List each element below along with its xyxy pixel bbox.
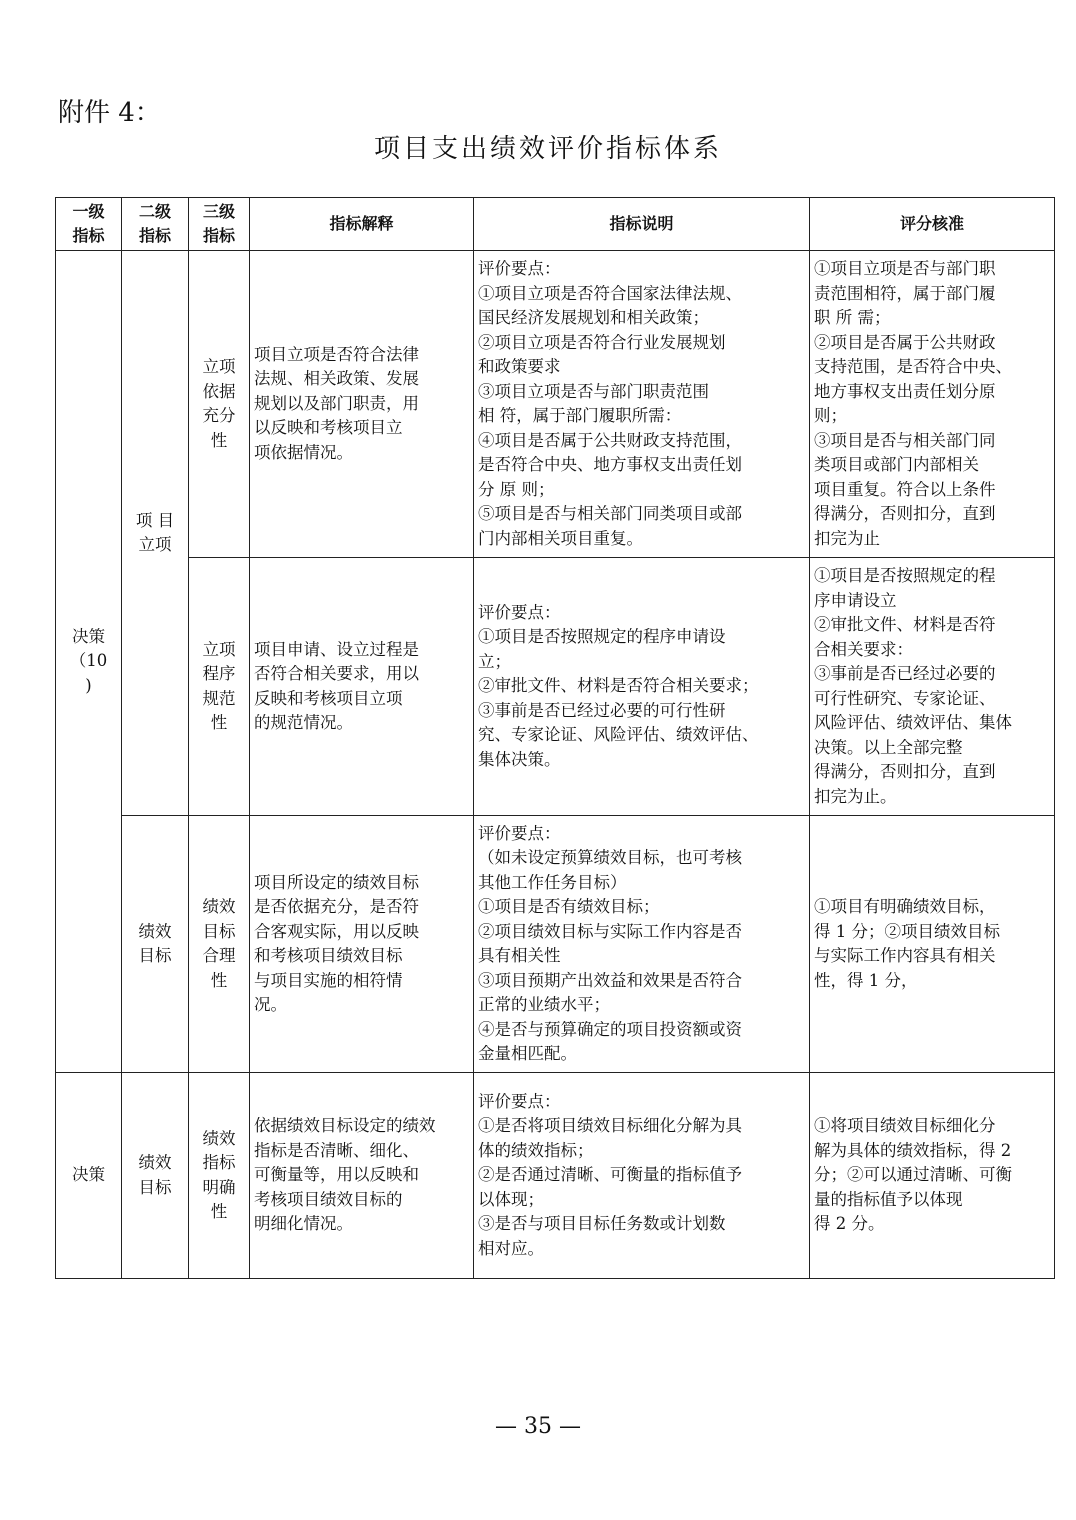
scoring-cell-line: 地方事权支出责任划分原 xyxy=(814,381,996,401)
scoring-cell-line: 支持范围，是否符合中央、 xyxy=(814,357,1012,376)
level3-cell-line: 绩效 xyxy=(202,897,236,916)
scoring-cell xyxy=(809,815,1055,1073)
level3-cell-line: 性 xyxy=(210,970,228,990)
scoring-cell-line: ①项目是否按照规定的程 xyxy=(814,566,996,585)
explain-cell-line: 和考核项目绩效目标 xyxy=(254,946,403,965)
description-cell-line: 国民经济发展规划和相关政策； xyxy=(478,308,709,327)
explain-cell-line: 的规范情况。 xyxy=(254,713,353,732)
level3-cell xyxy=(188,815,250,1073)
scoring-cell xyxy=(809,1072,1055,1279)
explain-cell-line: 指标是否清晰、细化、 xyxy=(254,1140,419,1160)
description-cell-line: 分 原 则； xyxy=(478,479,555,499)
level3-cell-line: 绩效 xyxy=(202,1128,236,1148)
level2-cell-line: 项 目 xyxy=(135,510,175,530)
description-cell-line: ②项目绩效目标与实际工作内容是否 xyxy=(478,921,742,941)
level3-cell-line: 明确 xyxy=(202,1177,236,1197)
level2-cell-line: 绩效 xyxy=(138,1153,172,1172)
description-cell-line: ③是否与项目目标任务数或计划数 xyxy=(478,1214,726,1234)
level2-cell-line: 绩效 xyxy=(138,921,172,941)
description-cell xyxy=(473,557,810,816)
scoring-cell-line: 性，得 1 分， xyxy=(814,970,918,990)
scoring-cell-line: 得 1 分；②项目绩效目标 xyxy=(814,921,1000,941)
scoring-cell xyxy=(809,557,1055,816)
explain-cell-line: 合客观实际，用以反映 xyxy=(254,921,419,941)
description-cell-line: 集体决策。 xyxy=(478,749,561,769)
description-cell-line: （如未设定预算绩效目标，也可考核 xyxy=(478,848,742,867)
header-level3-line: 指标 xyxy=(202,226,235,245)
description-cell-line: 其他工作任务目标） xyxy=(478,872,627,892)
level2-cell-line: 目标 xyxy=(138,1177,172,1197)
scoring-cell xyxy=(809,250,1055,558)
scoring-cell-line: 得满分，否则扣分，直到 xyxy=(814,762,996,781)
level3-cell-line: 指标 xyxy=(202,1153,236,1172)
description-cell-line: 是否符合中央、地方事权支出责任划 xyxy=(478,455,742,474)
description-cell-line: ②是否通过清晰、可衡量的指标值予 xyxy=(478,1165,742,1185)
level2-cell xyxy=(121,815,189,1073)
explain-cell-line: 项目所设定的绩效目标 xyxy=(254,872,419,892)
header-scoring xyxy=(809,197,1055,251)
scoring-cell-line: 职 所 需； xyxy=(814,308,891,327)
explain-cell xyxy=(249,557,474,816)
level3-cell-line: 性 xyxy=(210,1202,228,1221)
description-cell-line: ①是否将项目绩效目标细化分解为具 xyxy=(478,1116,742,1136)
description-cell-line: ④项目是否属于公共财政支持范围， xyxy=(478,430,742,450)
description-cell-line: 相对应。 xyxy=(478,1238,544,1258)
scoring-cell-line: 合相关要求： xyxy=(814,639,913,659)
description-cell-line: ②审批文件、材料是否符合相关要求； xyxy=(478,676,759,696)
scoring-cell-line: 扣完为止。 xyxy=(814,786,897,806)
explain-cell-line: 项目立项是否符合法律 xyxy=(254,344,419,364)
level1-cell xyxy=(55,1072,122,1279)
level3-cell-line: 规范 xyxy=(202,688,236,708)
scoring-cell-line: 得满分，否则扣分，直到 xyxy=(814,504,996,523)
explain-cell-line: 与项目实施的相符情 xyxy=(254,970,403,990)
level3-cell xyxy=(188,557,250,816)
level3-cell-line: 目标 xyxy=(202,921,236,941)
description-cell-line: ④是否与预算确定的项目投资额或资 xyxy=(478,1019,742,1039)
explain-cell-line: 法规、相关政策、发展 xyxy=(254,369,419,389)
description-cell-line: 和政策要求 xyxy=(478,357,561,376)
scoring-cell-line: 决策。以上全部完整 xyxy=(814,737,963,757)
scoring-cell-line: ②审批文件、材料是否符 xyxy=(814,615,996,634)
level3-cell-line: 充分 xyxy=(202,406,236,425)
scoring-cell-line: 风险评估、绩效评估、集体 xyxy=(814,713,1012,732)
description-cell-line: 具有相关性 xyxy=(478,946,561,965)
explain-cell-line: 况。 xyxy=(254,995,287,1014)
level3-cell-line: 依据 xyxy=(202,381,236,401)
description-cell-line: ①项目是否按照规定的程序申请设 xyxy=(478,627,726,647)
description-cell-line: 以体现； xyxy=(478,1189,544,1209)
scoring-cell-line: 扣完为止 xyxy=(814,528,880,548)
level2-cell-line: 立项 xyxy=(138,535,172,554)
explain-cell-line: 可衡量等，用以反映和 xyxy=(254,1165,419,1185)
scoring-cell-line: ②项目是否属于公共财政 xyxy=(814,332,996,352)
scoring-cell-line: 解为具体的绩效指标，得 2 xyxy=(814,1140,1012,1160)
header-level1-line: 指标 xyxy=(72,226,105,245)
level3-cell xyxy=(188,250,250,558)
header-description-line: 指标说明 xyxy=(609,214,674,233)
header-level1 xyxy=(55,197,122,251)
description-cell-line: 正常的业绩水平； xyxy=(478,995,610,1014)
explain-cell-line: 否符合相关要求，用以 xyxy=(254,664,419,683)
level3-cell-line: 立项 xyxy=(202,639,236,659)
explain-cell xyxy=(249,815,474,1073)
explain-cell-line: 依据绩效目标设定的绩效 xyxy=(254,1116,436,1136)
description-cell-line: ③项目预期产出效益和效果是否符合 xyxy=(478,970,742,990)
explain-cell-line: 项目申请、设立过程是 xyxy=(254,639,419,659)
description-cell-line: ①项目是否有绩效目标； xyxy=(478,897,660,916)
level2-cell xyxy=(121,1072,189,1279)
description-cell-line: ③项目立项是否与部门职责范围 xyxy=(478,381,709,401)
header-explain-line: 指标解释 xyxy=(329,214,394,233)
page-number: — 35 — xyxy=(495,1414,581,1439)
header-level1-line: 一级 xyxy=(72,202,105,221)
description-cell xyxy=(473,250,810,558)
scoring-cell-line: ①项目立项是否与部门职 xyxy=(814,259,996,278)
description-cell-line: 究、专家论证、风险评估、绩效评估、 xyxy=(478,725,759,745)
header-explain xyxy=(249,197,474,251)
scoring-cell-line: 与实际工作内容具有相关 xyxy=(814,946,996,965)
description-cell-line: 门内部相关项目重复。 xyxy=(478,528,643,548)
scoring-cell-line: 则； xyxy=(814,406,847,425)
scoring-cell-line: 可行性研究、专家论证、 xyxy=(814,688,996,708)
level1-cell-line: （10 xyxy=(69,651,108,671)
description-cell-line: 评价要点： xyxy=(478,259,561,278)
description-cell-line: ①项目立项是否符合国家法律法规、 xyxy=(478,283,742,303)
level2-cell-line: 目标 xyxy=(138,946,172,965)
explain-cell xyxy=(249,1072,474,1279)
explain-cell-line: 考核项目绩效目标的 xyxy=(254,1189,403,1209)
level3-cell-line: 合理 xyxy=(202,946,236,965)
header-description xyxy=(473,197,810,251)
description-cell-line: 评价要点： xyxy=(478,1091,561,1111)
description-cell-line: 体的绩效指标； xyxy=(478,1140,594,1160)
explain-cell-line: 项依据情况。 xyxy=(254,442,353,462)
scoring-cell-line: 量的指标值予以体现 xyxy=(814,1189,963,1209)
description-cell-line: 评价要点： xyxy=(478,823,561,843)
explain-cell-line: 以反映和考核项目立 xyxy=(254,418,403,438)
header-level3-line: 三级 xyxy=(202,202,235,221)
description-cell-line: 立； xyxy=(478,651,511,671)
scoring-cell-line: ③事前是否已经过必要的 xyxy=(814,664,996,683)
level2-cell xyxy=(121,250,189,816)
description-cell-line: 评价要点： xyxy=(478,602,561,622)
explain-cell xyxy=(249,250,474,558)
description-cell-line: ②项目立项是否符合行业发展规划 xyxy=(478,332,726,352)
explain-cell-line: 反映和考核项目立项 xyxy=(254,688,403,708)
level1-cell-line: 决策 xyxy=(72,626,105,646)
scoring-cell-line: ①将项目绩效目标细化分 xyxy=(814,1116,996,1136)
header-scoring-line: 评分核准 xyxy=(899,214,964,233)
description-cell xyxy=(473,815,810,1073)
description-cell-line: 相 符，属于部门履职所需： xyxy=(478,406,682,425)
level3-cell xyxy=(188,1072,250,1279)
scoring-cell-line: ③项目是否与相关部门同 xyxy=(814,430,996,450)
description-cell-line: ⑤项目是否与相关部门同类项目或部 xyxy=(478,504,742,523)
description-cell-line: ③事前是否已经过必要的可行性研 xyxy=(478,700,726,720)
explain-cell-line: 规划以及部门职责，用 xyxy=(254,393,419,413)
description-cell xyxy=(473,1072,810,1279)
scoring-cell-line: 得 2 分。 xyxy=(814,1214,885,1234)
header-level2 xyxy=(121,197,189,251)
level1-cell xyxy=(55,250,122,1073)
header-level2-line: 二级 xyxy=(138,202,171,221)
level3-cell-line: 程序 xyxy=(202,664,236,683)
level3-cell-line: 性 xyxy=(210,713,228,732)
explain-cell-line: 是否依据充分，是否符 xyxy=(254,897,419,916)
description-cell-line: 金量相匹配。 xyxy=(478,1044,577,1063)
header-level2-line: 指标 xyxy=(138,226,171,245)
explain-cell-line: 明细化情况。 xyxy=(254,1214,353,1234)
scoring-cell-line: 责范围相符，属于部门履 xyxy=(814,283,996,303)
scoring-cell-line: ①项目有明确绩效目标， xyxy=(814,897,996,916)
level1-cell-line: ) xyxy=(85,675,92,695)
level3-cell-line: 立项 xyxy=(202,357,236,376)
scoring-cell-line: 类项目或部门内部相关 xyxy=(814,455,979,474)
header-level3 xyxy=(188,197,250,251)
level3-cell-line: 性 xyxy=(210,430,228,450)
scoring-cell-line: 分；②可以通过清晰、可衡 xyxy=(814,1165,1012,1185)
attachment-label: 附件 4： xyxy=(58,98,161,128)
page-title: 项目支出绩效评价指标体系 xyxy=(373,134,722,164)
level1-cell-line: 决策 xyxy=(72,1165,105,1185)
scoring-cell-line: 项目重复。符合以上条件 xyxy=(814,479,996,499)
scoring-cell-line: 序申请设立 xyxy=(814,590,897,610)
